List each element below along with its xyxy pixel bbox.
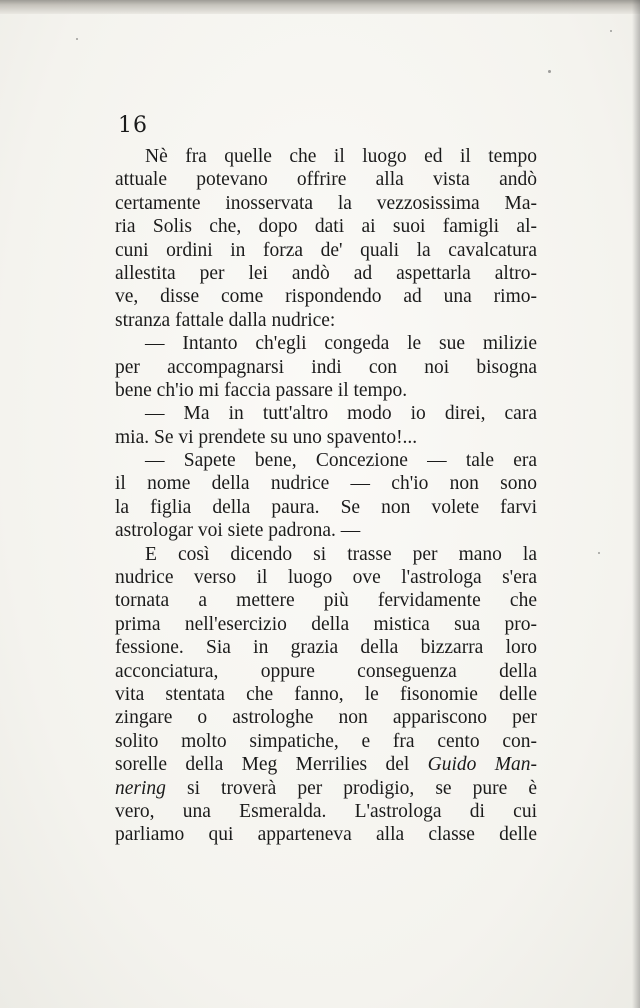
text-line: per accompagnarsi indi con noi bisogna bbox=[115, 356, 537, 378]
text-line bbox=[115, 777, 537, 800]
text-line: la figlia della paura. Se non volete farvi bbox=[115, 496, 537, 518]
text-line: stranza fattale dalla nudrice: bbox=[115, 309, 336, 331]
text-line: bene ch'io mi faccia passare il tempo. bbox=[115, 379, 408, 401]
text-line: certamente inosservata la vezzosissima Ma- bbox=[115, 192, 537, 214]
text-line: attuale potevano offrire alla vista andò bbox=[115, 169, 537, 191]
text-line: — Sapete bene, Concezione — tale era bbox=[145, 450, 537, 472]
page-number: 16 bbox=[118, 113, 148, 138]
text-line: acconciatura, oppure conseguenza della bbox=[115, 660, 537, 682]
text-line: fessione. Sia in grazia della bizzarra loro bbox=[115, 637, 537, 659]
text-line: solito molto simpatiche, e fra cento con- bbox=[115, 730, 537, 752]
paper-speck bbox=[598, 552, 600, 554]
text-line: mia. Se vi prendete su uno spavento!... bbox=[115, 426, 418, 448]
text-line bbox=[115, 753, 537, 776]
text-line: vero, una Esmeralda. L'astrologa di cui bbox=[115, 800, 537, 822]
text-line: tornata a mettere più fervidamente che bbox=[115, 590, 537, 612]
body-text bbox=[115, 145, 537, 847]
paper-speck bbox=[610, 30, 612, 32]
text-line: — Intanto ch'egli congeda le sue milizie bbox=[145, 333, 537, 355]
text-segment: sorelle della Meg Merrilies del bbox=[115, 754, 428, 776]
text-line: il nome della nudrice — ch'io non sono bbox=[115, 473, 537, 495]
text-line: — Ma in tutt'altro modo io direi, cara bbox=[145, 403, 537, 425]
text-line: prima nell'esercizio della mistica sua pro- bbox=[115, 613, 537, 635]
page-top-edge bbox=[0, 0, 640, 14]
text-line: cuni ordini in forza de' quali la cavalcatura bbox=[115, 239, 537, 261]
text-line: E così dicendo si trasse per mano la bbox=[145, 543, 537, 565]
text-line: vita stentata che fanno, le fisonomie delle bbox=[115, 683, 537, 705]
text-line: astrologar voi siete padrona. — bbox=[115, 520, 361, 542]
text-line: nudrice verso il luogo ove l'astrologa s'era bbox=[115, 567, 537, 589]
paper-speck bbox=[76, 38, 78, 40]
italic-text-segment: nering bbox=[115, 777, 166, 799]
text-line: ria Solis che, dopo dati ai suoi famigli al- bbox=[115, 216, 537, 238]
text-line: zingare o astrologhe non appariscono per bbox=[115, 707, 537, 729]
text-line: ve, disse come rispondendo ad una rimo- bbox=[115, 286, 537, 308]
text-line: parliamo qui apparteneva alla classe delle bbox=[115, 824, 537, 846]
text-line: Nè fra quelle che il luogo ed il tempo bbox=[145, 146, 537, 167]
paper-speck bbox=[548, 70, 551, 73]
page-right-edge bbox=[632, 0, 640, 1008]
text-segment: si troverà per prodigio, se pure è bbox=[165, 777, 537, 799]
text-line: allestita per lei andò ad aspettarla altro- bbox=[115, 262, 537, 284]
italic-text-segment: Guido Man- bbox=[427, 754, 537, 776]
